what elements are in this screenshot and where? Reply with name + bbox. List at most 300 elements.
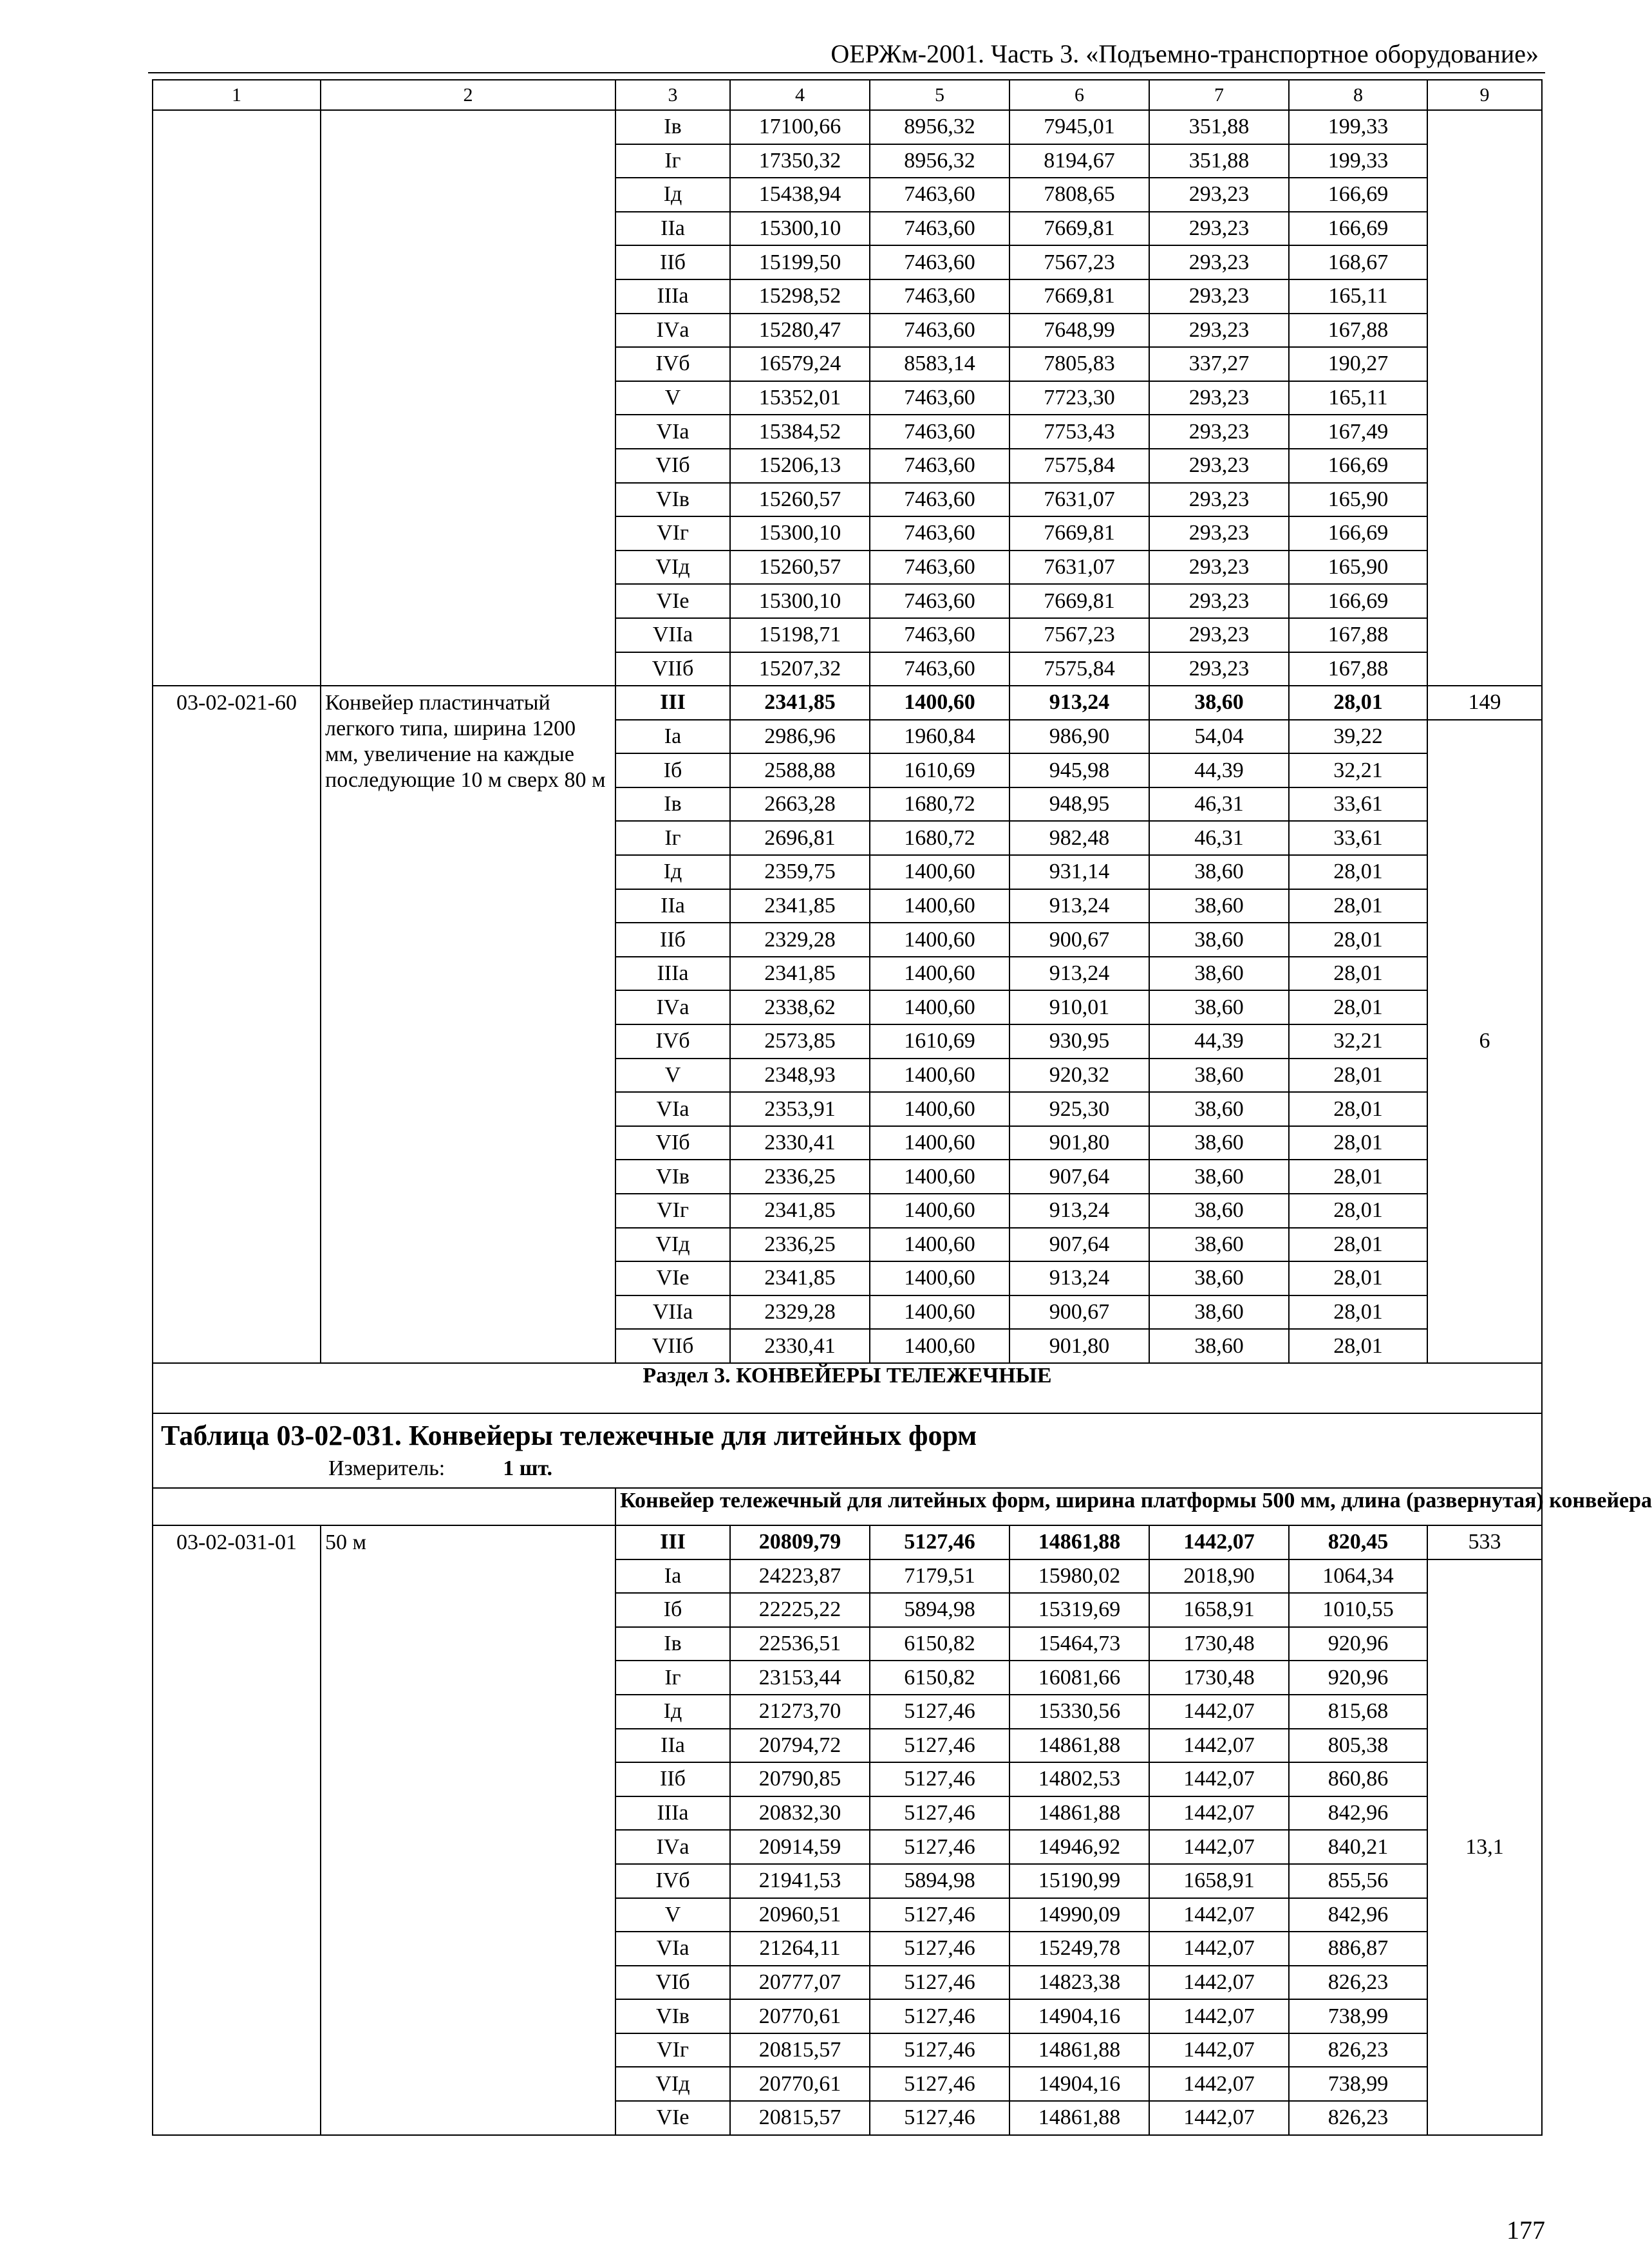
region-class-cell: IIб bbox=[615, 245, 730, 279]
value-cell: 293,23 bbox=[1149, 381, 1289, 415]
value-cell: 28,01 bbox=[1289, 990, 1427, 1024]
value-cell: 15249,78 bbox=[1009, 1932, 1149, 1966]
value-cell: 1442,07 bbox=[1149, 1999, 1289, 2033]
value-cell: 38,60 bbox=[1149, 1126, 1289, 1160]
value-cell: 54,04 bbox=[1149, 720, 1289, 754]
value-cell: 860,86 bbox=[1289, 1762, 1427, 1796]
value-cell: 15207,32 bbox=[730, 652, 870, 686]
value-cell: 38,60 bbox=[1149, 990, 1289, 1024]
value-cell: 7463,60 bbox=[870, 652, 1009, 686]
value-cell: 7567,23 bbox=[1009, 618, 1149, 652]
value-cell: 33,61 bbox=[1289, 787, 1427, 822]
header-rule bbox=[148, 72, 1545, 73]
value-cell: 986,90 bbox=[1009, 720, 1149, 754]
value-cell: 15384,52 bbox=[730, 415, 870, 449]
value-cell: 820,45 bbox=[1289, 1525, 1427, 1559]
estimate-code-empty bbox=[153, 110, 321, 686]
value-cell: 2986,96 bbox=[730, 720, 870, 754]
value-cell: 1610,69 bbox=[870, 753, 1009, 787]
value-cell: 1442,07 bbox=[1149, 1525, 1289, 1559]
value-cell: 1400,60 bbox=[870, 1329, 1009, 1363]
value-cell: 1400,60 bbox=[870, 686, 1009, 720]
value-cell: 5894,98 bbox=[870, 1864, 1009, 1898]
value-cell: 15280,47 bbox=[730, 314, 870, 348]
value-cell: 337,27 bbox=[1149, 347, 1289, 381]
column-number: 7 bbox=[1149, 80, 1289, 110]
value-cell: 167,88 bbox=[1289, 618, 1427, 652]
value-cell: 38,60 bbox=[1149, 957, 1289, 991]
value-cell: 15300,10 bbox=[730, 584, 870, 618]
value-cell: 199,33 bbox=[1289, 144, 1427, 178]
value-cell: 17350,32 bbox=[730, 144, 870, 178]
region-class-cell: Iв bbox=[615, 110, 730, 144]
value-cell: 913,24 bbox=[1009, 686, 1149, 720]
value-cell: 2338,62 bbox=[730, 990, 870, 1024]
value-cell: 7463,60 bbox=[870, 584, 1009, 618]
column-number: 6 bbox=[1009, 80, 1149, 110]
value-cell: 7631,07 bbox=[1009, 551, 1149, 585]
value-cell: 1400,60 bbox=[870, 957, 1009, 991]
region-class-cell: VIд bbox=[615, 1228, 730, 1262]
value-cell: 1730,48 bbox=[1149, 1661, 1289, 1695]
value-cell: 14861,88 bbox=[1009, 1525, 1149, 1559]
region-class-cell: Iг bbox=[615, 144, 730, 178]
value-cell: 7463,60 bbox=[870, 381, 1009, 415]
region-class-cell: Iа bbox=[615, 1559, 730, 1594]
value-cell: 920,32 bbox=[1009, 1059, 1149, 1093]
page-number: 177 bbox=[1507, 2216, 1545, 2245]
value-cell: 14802,53 bbox=[1009, 1762, 1149, 1796]
region-class-cell: VIе bbox=[615, 2101, 730, 2135]
column-number: 5 bbox=[870, 80, 1009, 110]
value-cell: 293,23 bbox=[1149, 516, 1289, 551]
value-cell: 913,24 bbox=[1009, 889, 1149, 923]
value-cell: 2336,25 bbox=[730, 1160, 870, 1194]
value-cell: 2359,75 bbox=[730, 855, 870, 889]
region-class-cell: VIIб bbox=[615, 652, 730, 686]
table-row bbox=[153, 110, 1542, 144]
value-cell: 24223,87 bbox=[730, 1559, 870, 1594]
value-cell: 2341,85 bbox=[730, 1194, 870, 1228]
region-class-cell: VIв bbox=[615, 483, 730, 517]
region-class-cell: IVб bbox=[615, 347, 730, 381]
value-cell: 805,38 bbox=[1289, 1729, 1427, 1763]
region-class-cell: VIIб bbox=[615, 1329, 730, 1363]
value-cell: 167,88 bbox=[1289, 314, 1427, 348]
region-class-cell: VIв bbox=[615, 1999, 730, 2033]
value-cell: 886,87 bbox=[1289, 1932, 1427, 1966]
value-cell: 7648,99 bbox=[1009, 314, 1149, 348]
value-cell: 15199,50 bbox=[730, 245, 870, 279]
value-cell: 8194,67 bbox=[1009, 144, 1149, 178]
value-cell: 38,60 bbox=[1149, 1059, 1289, 1093]
value-cell: 1442,07 bbox=[1149, 1898, 1289, 1932]
value-cell: 5127,46 bbox=[870, 1695, 1009, 1729]
value-cell: 28,01 bbox=[1289, 1329, 1427, 1363]
column-number-row bbox=[153, 80, 1542, 110]
running-header: ОЕРЖм-2001. Часть 3. «Подъемно-транспортное оборудование» bbox=[831, 39, 1539, 68]
value-cell: 351,88 bbox=[1149, 144, 1289, 178]
value-cell: 28,01 bbox=[1289, 923, 1427, 957]
table-title: Таблица 03-02-031. Конвейеры тележечные для литейных форм bbox=[161, 1419, 977, 1451]
value-cell: 920,96 bbox=[1289, 1627, 1427, 1661]
value-cell: 23153,44 bbox=[730, 1661, 870, 1695]
column-9-empty bbox=[1427, 110, 1542, 686]
region-class-cell: Iд bbox=[615, 1695, 730, 1729]
value-cell: 38,60 bbox=[1149, 889, 1289, 923]
region-class-cell: Iд bbox=[615, 855, 730, 889]
value-cell: 910,01 bbox=[1009, 990, 1149, 1024]
region-class-cell: IIIа bbox=[615, 279, 730, 314]
value-cell: 925,30 bbox=[1009, 1092, 1149, 1126]
estimate-description: Конвейер пластинчатый легкого типа, ширина 1200 мм, увеличение на каждые последующие 10 м сверх 80 м bbox=[321, 686, 615, 1363]
value-cell: 1400,60 bbox=[870, 855, 1009, 889]
value-cell: 7463,60 bbox=[870, 551, 1009, 585]
value-cell: 826,23 bbox=[1289, 2101, 1427, 2135]
value-cell: 293,23 bbox=[1149, 178, 1289, 212]
value-cell: 842,96 bbox=[1289, 1898, 1427, 1932]
value-cell: 14823,38 bbox=[1009, 1966, 1149, 2000]
value-cell: 2696,81 bbox=[730, 821, 870, 855]
value-cell: 14904,16 bbox=[1009, 2067, 1149, 2101]
value-cell: 165,90 bbox=[1289, 483, 1427, 517]
value-cell: 199,33 bbox=[1289, 110, 1427, 144]
value-cell: 1442,07 bbox=[1149, 1729, 1289, 1763]
section-title: Раздел 3. КОНВЕЙЕРЫ ТЕЛЕЖЕЧНЫЕ bbox=[153, 1363, 1542, 1413]
value-cell: 15190,99 bbox=[1009, 1864, 1149, 1898]
value-cell: 1400,60 bbox=[870, 1295, 1009, 1330]
value-cell: 38,60 bbox=[1149, 855, 1289, 889]
value-cell: 5127,46 bbox=[870, 2101, 1009, 2135]
table-row bbox=[153, 1525, 1542, 1559]
value-cell: 1400,60 bbox=[870, 990, 1009, 1024]
value-cell: 5127,46 bbox=[870, 1966, 1009, 2000]
value-cell: 293,23 bbox=[1149, 212, 1289, 246]
value-cell: 1610,69 bbox=[870, 1024, 1009, 1059]
value-cell: 2588,88 bbox=[730, 753, 870, 787]
region-class-cell: IIа bbox=[615, 889, 730, 923]
value-cell: 1400,60 bbox=[870, 1228, 1009, 1262]
value-cell: 913,24 bbox=[1009, 1194, 1149, 1228]
estimate-description-empty bbox=[321, 110, 615, 686]
labor-cost-value: 149 bbox=[1427, 686, 1542, 720]
value-cell: 15319,69 bbox=[1009, 1593, 1149, 1627]
value-cell: 5127,46 bbox=[870, 1796, 1009, 1831]
value-cell: 2336,25 bbox=[730, 1228, 870, 1262]
region-class-cell: Iг bbox=[615, 1661, 730, 1695]
value-cell: 7669,81 bbox=[1009, 212, 1149, 246]
value-cell: 5127,46 bbox=[870, 1525, 1009, 1559]
value-cell: 1400,60 bbox=[870, 1126, 1009, 1160]
value-cell: 931,14 bbox=[1009, 855, 1149, 889]
value-cell: 7805,83 bbox=[1009, 347, 1149, 381]
value-cell: 1400,60 bbox=[870, 1059, 1009, 1093]
value-cell: 5127,46 bbox=[870, 1932, 1009, 1966]
value-cell: 1658,91 bbox=[1149, 1864, 1289, 1898]
value-cell: 20809,79 bbox=[730, 1525, 870, 1559]
labor-cost-value: 13,1 bbox=[1427, 1559, 1542, 2135]
region-class-cell: VIа bbox=[615, 415, 730, 449]
table-title-cell bbox=[153, 1413, 1542, 1488]
value-cell: 1442,07 bbox=[1149, 1966, 1289, 2000]
value-cell: 14990,09 bbox=[1009, 1898, 1149, 1932]
region-class-cell: V bbox=[615, 381, 730, 415]
value-cell: 7669,81 bbox=[1009, 279, 1149, 314]
value-cell: 1442,07 bbox=[1149, 1762, 1289, 1796]
region-class-cell: Iб bbox=[615, 1593, 730, 1627]
value-cell: 1442,07 bbox=[1149, 1796, 1289, 1831]
value-cell: 920,96 bbox=[1289, 1661, 1427, 1695]
value-cell: 22225,22 bbox=[730, 1593, 870, 1627]
value-cell: 293,23 bbox=[1149, 618, 1289, 652]
value-cell: 5127,46 bbox=[870, 1830, 1009, 1864]
value-cell: 982,48 bbox=[1009, 821, 1149, 855]
section-row bbox=[153, 1363, 1542, 1413]
region-class-cell: IIа bbox=[615, 1729, 730, 1763]
value-cell: 7753,43 bbox=[1009, 415, 1149, 449]
value-cell: 840,21 bbox=[1289, 1830, 1427, 1864]
value-cell: 38,60 bbox=[1149, 1194, 1289, 1228]
value-cell: 28,01 bbox=[1289, 1126, 1427, 1160]
value-cell: 38,60 bbox=[1149, 1092, 1289, 1126]
value-cell: 15330,56 bbox=[1009, 1695, 1149, 1729]
value-cell: 166,69 bbox=[1289, 178, 1427, 212]
value-cell: 20960,51 bbox=[730, 1898, 870, 1932]
value-cell: 5127,46 bbox=[870, 1898, 1009, 1932]
value-cell: 1442,07 bbox=[1149, 1695, 1289, 1729]
value-cell: 2663,28 bbox=[730, 787, 870, 822]
value-cell: 21273,70 bbox=[730, 1695, 870, 1729]
value-cell: 20914,59 bbox=[730, 1830, 870, 1864]
value-cell: 2341,85 bbox=[730, 1261, 870, 1295]
estimate-description: 50 м bbox=[321, 1525, 615, 2135]
region-class-cell: VIб bbox=[615, 449, 730, 483]
value-cell: 901,80 bbox=[1009, 1126, 1149, 1160]
value-cell: 7808,65 bbox=[1009, 178, 1149, 212]
value-cell: 293,23 bbox=[1149, 314, 1289, 348]
labor-cost-value: 6 bbox=[1427, 720, 1542, 1363]
value-cell: 1680,72 bbox=[870, 821, 1009, 855]
value-cell: 7575,84 bbox=[1009, 652, 1149, 686]
value-cell: 28,01 bbox=[1289, 1295, 1427, 1330]
subtitle-spacer bbox=[153, 1488, 615, 1525]
value-cell: 738,99 bbox=[1289, 2067, 1427, 2101]
value-cell: 14861,88 bbox=[1009, 1796, 1149, 1831]
value-cell: 20777,07 bbox=[730, 1966, 870, 2000]
value-cell: 900,67 bbox=[1009, 1295, 1149, 1330]
region-class-cell: IIб bbox=[615, 1762, 730, 1796]
value-cell: 167,88 bbox=[1289, 652, 1427, 686]
value-cell: 2329,28 bbox=[730, 1295, 870, 1330]
region-class-cell: VIд bbox=[615, 2067, 730, 2101]
region-class-cell: IIа bbox=[615, 212, 730, 246]
labor-cost-value: 533 bbox=[1427, 1525, 1542, 1559]
region-class-cell: Iд bbox=[615, 178, 730, 212]
value-cell: 21264,11 bbox=[730, 1932, 870, 1966]
region-class-cell: IIб bbox=[615, 923, 730, 957]
value-cell: 2573,85 bbox=[730, 1024, 870, 1059]
value-cell: 21941,53 bbox=[730, 1864, 870, 1898]
value-cell: 293,23 bbox=[1149, 279, 1289, 314]
value-cell: 20815,57 bbox=[730, 2101, 870, 2135]
value-cell: 7945,01 bbox=[1009, 110, 1149, 144]
value-cell: 1960,84 bbox=[870, 720, 1009, 754]
value-cell: 7463,60 bbox=[870, 415, 1009, 449]
value-cell: 44,39 bbox=[1149, 1024, 1289, 1059]
value-cell: 7463,60 bbox=[870, 516, 1009, 551]
value-cell: 2341,85 bbox=[730, 889, 870, 923]
value-cell: 293,23 bbox=[1149, 415, 1289, 449]
value-cell: 165,11 bbox=[1289, 279, 1427, 314]
table-row bbox=[153, 686, 1542, 720]
value-cell: 20770,61 bbox=[730, 1999, 870, 2033]
value-cell: 815,68 bbox=[1289, 1695, 1427, 1729]
value-cell: 28,01 bbox=[1289, 1092, 1427, 1126]
value-cell: 2341,85 bbox=[730, 686, 870, 720]
value-cell: 901,80 bbox=[1009, 1329, 1149, 1363]
region-class-cell: IIIа bbox=[615, 957, 730, 991]
value-cell: 1400,60 bbox=[870, 1160, 1009, 1194]
value-cell: 1400,60 bbox=[870, 923, 1009, 957]
value-cell: 7669,81 bbox=[1009, 516, 1149, 551]
value-cell: 166,69 bbox=[1289, 516, 1427, 551]
value-cell: 38,60 bbox=[1149, 686, 1289, 720]
value-cell: 7567,23 bbox=[1009, 245, 1149, 279]
region-class-cell: IVа bbox=[615, 990, 730, 1024]
column-number: 3 bbox=[615, 80, 730, 110]
value-cell: 8583,14 bbox=[870, 347, 1009, 381]
region-class-cell: Iа bbox=[615, 720, 730, 754]
value-cell: 293,23 bbox=[1149, 483, 1289, 517]
value-cell: 17100,66 bbox=[730, 110, 870, 144]
value-cell: 7463,60 bbox=[870, 212, 1009, 246]
value-cell: 190,27 bbox=[1289, 347, 1427, 381]
value-cell: 7463,60 bbox=[870, 178, 1009, 212]
value-cell: 28,01 bbox=[1289, 855, 1427, 889]
value-cell: 166,69 bbox=[1289, 449, 1427, 483]
value-cell: 2329,28 bbox=[730, 923, 870, 957]
value-cell: 44,39 bbox=[1149, 753, 1289, 787]
value-cell: 38,60 bbox=[1149, 1261, 1289, 1295]
value-cell: 46,31 bbox=[1149, 787, 1289, 822]
value-cell: 14946,92 bbox=[1009, 1830, 1149, 1864]
value-cell: 28,01 bbox=[1289, 1228, 1427, 1262]
value-cell: 168,67 bbox=[1289, 245, 1427, 279]
measure-line bbox=[161, 1454, 1534, 1483]
value-cell: 20832,30 bbox=[730, 1796, 870, 1831]
value-cell: 2341,85 bbox=[730, 957, 870, 991]
value-cell: 7463,60 bbox=[870, 314, 1009, 348]
value-cell: 7179,51 bbox=[870, 1559, 1009, 1594]
value-cell: 1064,34 bbox=[1289, 1559, 1427, 1594]
value-cell: 7723,30 bbox=[1009, 381, 1149, 415]
value-cell: 738,99 bbox=[1289, 1999, 1427, 2033]
region-class-cell: VIа bbox=[615, 1932, 730, 1966]
subtitle-row bbox=[153, 1488, 1542, 1525]
column-number: 1 bbox=[153, 80, 321, 110]
region-class-cell: VIе bbox=[615, 584, 730, 618]
value-cell: 38,60 bbox=[1149, 1228, 1289, 1262]
value-cell: 351,88 bbox=[1149, 110, 1289, 144]
value-cell: 6150,82 bbox=[870, 1627, 1009, 1661]
value-cell: 948,95 bbox=[1009, 787, 1149, 822]
estimate-code: 03-02-031-01 bbox=[153, 1525, 321, 2135]
value-cell: 1442,07 bbox=[1149, 2101, 1289, 2135]
region-class-cell: IVб bbox=[615, 1864, 730, 1898]
value-cell: 15260,57 bbox=[730, 483, 870, 517]
value-cell: 20794,72 bbox=[730, 1729, 870, 1763]
value-cell: 166,69 bbox=[1289, 584, 1427, 618]
value-cell: 15260,57 bbox=[730, 551, 870, 585]
value-cell: 15198,71 bbox=[730, 618, 870, 652]
value-cell: 293,23 bbox=[1149, 449, 1289, 483]
value-cell: 28,01 bbox=[1289, 1160, 1427, 1194]
value-cell: 15980,02 bbox=[1009, 1559, 1149, 1594]
region-class-cell: III bbox=[615, 1525, 730, 1559]
value-cell: 7463,60 bbox=[870, 483, 1009, 517]
value-cell: 293,23 bbox=[1149, 652, 1289, 686]
value-cell: 907,64 bbox=[1009, 1228, 1149, 1262]
region-class-cell: Iг bbox=[615, 821, 730, 855]
value-cell: 842,96 bbox=[1289, 1796, 1427, 1831]
value-cell: 8956,32 bbox=[870, 110, 1009, 144]
region-class-cell: VIе bbox=[615, 1261, 730, 1295]
region-class-cell: III bbox=[615, 686, 730, 720]
value-cell: 16081,66 bbox=[1009, 1661, 1149, 1695]
value-cell: 20770,61 bbox=[730, 2067, 870, 2101]
value-cell: 20790,85 bbox=[730, 1762, 870, 1796]
value-cell: 293,23 bbox=[1149, 584, 1289, 618]
value-cell: 33,61 bbox=[1289, 821, 1427, 855]
value-cell: 5894,98 bbox=[870, 1593, 1009, 1627]
value-cell: 28,01 bbox=[1289, 889, 1427, 923]
estimate-code: 03-02-021-60 bbox=[153, 686, 321, 1363]
value-cell: 930,95 bbox=[1009, 1024, 1149, 1059]
value-cell: 7463,60 bbox=[870, 618, 1009, 652]
value-cell: 2018,90 bbox=[1149, 1559, 1289, 1594]
region-class-cell: VIб bbox=[615, 1966, 730, 2000]
value-cell: 7463,60 bbox=[870, 245, 1009, 279]
value-cell: 1442,07 bbox=[1149, 1932, 1289, 1966]
region-class-cell: Iб bbox=[615, 753, 730, 787]
region-class-cell: V bbox=[615, 1059, 730, 1093]
region-class-cell: VIд bbox=[615, 551, 730, 585]
value-cell: 7463,60 bbox=[870, 449, 1009, 483]
value-cell: 14861,88 bbox=[1009, 2033, 1149, 2067]
region-class-cell: V bbox=[615, 1898, 730, 1932]
region-class-cell: VIIа bbox=[615, 618, 730, 652]
value-cell: 5127,46 bbox=[870, 2033, 1009, 2067]
value-cell: 28,01 bbox=[1289, 1194, 1427, 1228]
measure-label: Измеритель: bbox=[328, 1456, 446, 1480]
value-cell: 7669,81 bbox=[1009, 584, 1149, 618]
value-cell: 907,64 bbox=[1009, 1160, 1149, 1194]
column-number: 8 bbox=[1289, 80, 1427, 110]
value-cell: 1400,60 bbox=[870, 1194, 1009, 1228]
table-title-row bbox=[153, 1413, 1542, 1488]
value-cell: 20815,57 bbox=[730, 2033, 870, 2067]
value-cell: 5127,46 bbox=[870, 1729, 1009, 1763]
value-cell: 38,60 bbox=[1149, 923, 1289, 957]
value-cell: 38,60 bbox=[1149, 1329, 1289, 1363]
value-cell: 1730,48 bbox=[1149, 1627, 1289, 1661]
value-cell: 293,23 bbox=[1149, 551, 1289, 585]
value-cell: 14861,88 bbox=[1009, 1729, 1149, 1763]
value-cell: 39,22 bbox=[1289, 720, 1427, 754]
value-cell: 15298,52 bbox=[730, 279, 870, 314]
region-class-cell: VIг bbox=[615, 2033, 730, 2067]
value-cell: 32,21 bbox=[1289, 753, 1427, 787]
